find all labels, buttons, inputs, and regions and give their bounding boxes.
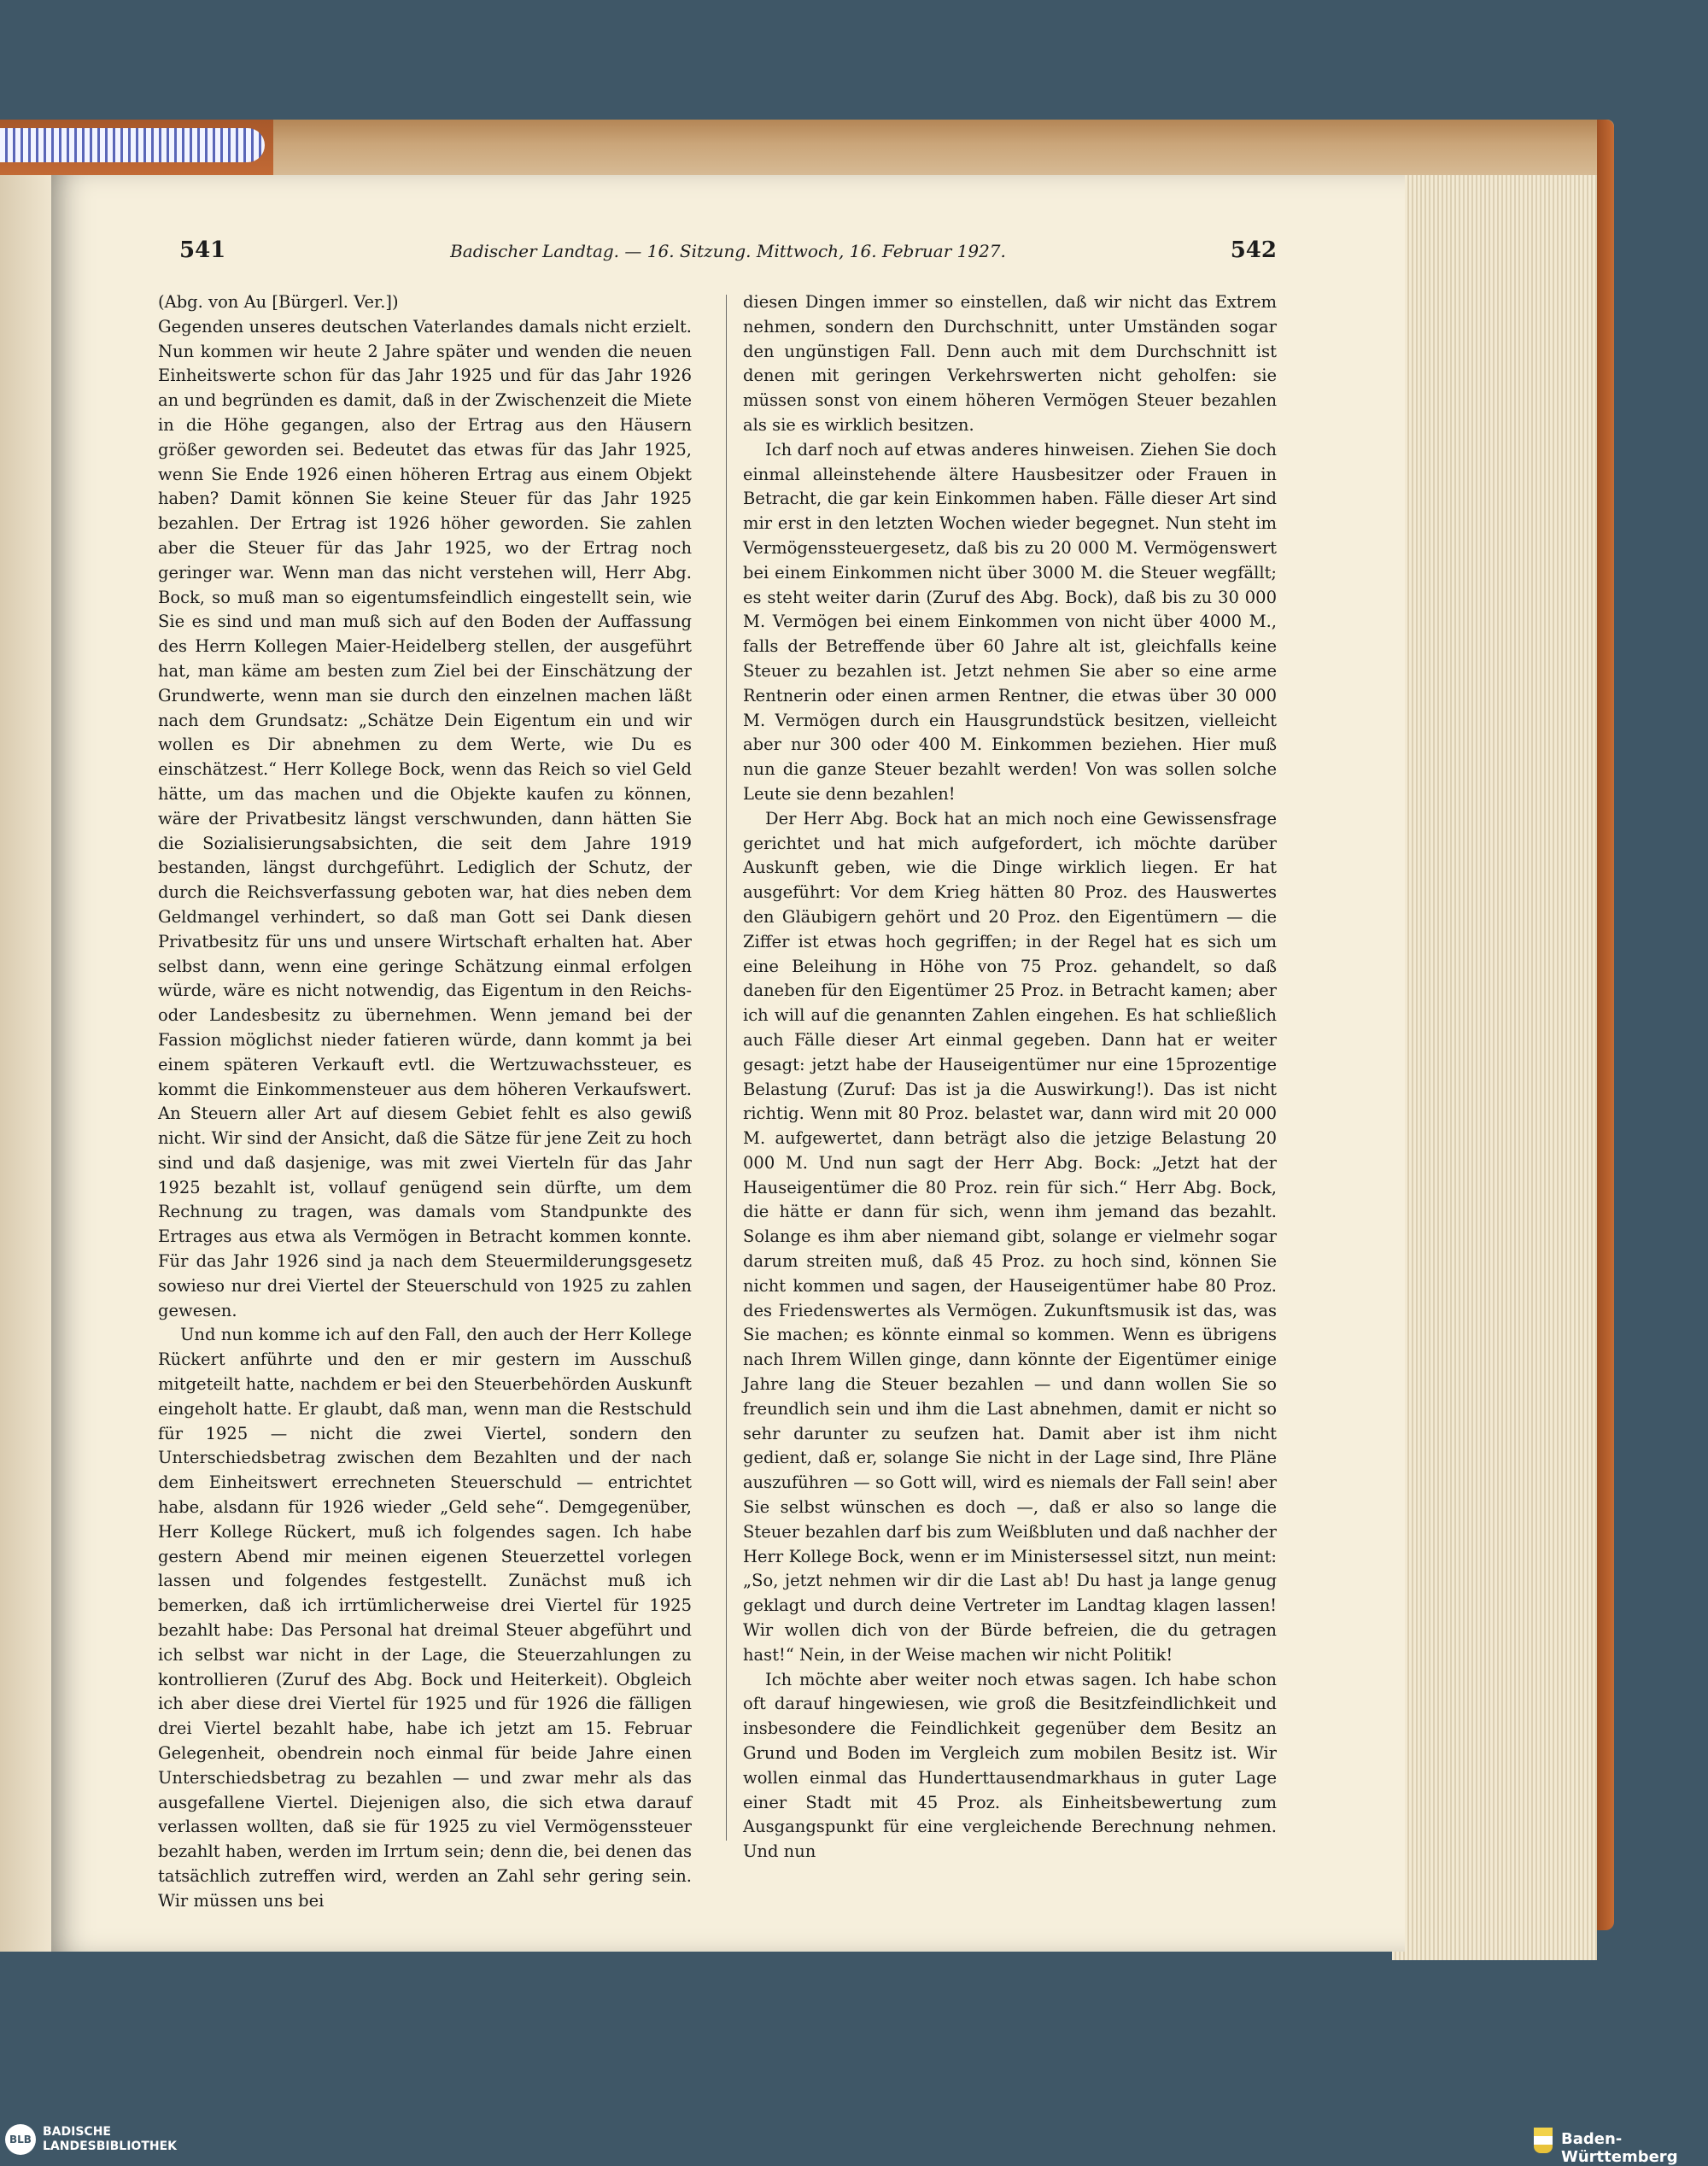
paragraph: Ich möchte aber weiter noch etwas sagen. Ich habe schon oft darauf hingewiesen, wie groß die Besitzfeindlichkeit und insbesondere die Feindlichkeit gegenüber dem Besitz an Grund und Boden im Vergleich zum mobilen Besitz ist. Wir wollen einmal das Hunderttausendmarkhaus in guter Lage einer Stadt mit 45 Proz. als Einheitsbewertung zum Ausgangspunkt für eine vergleichende Berechnung nehmen. Und nun bbox=[743, 1669, 1277, 1862]
column-divider bbox=[726, 295, 727, 1841]
page-gutter bbox=[0, 175, 51, 1952]
page-header bbox=[179, 237, 1277, 272]
library-name-line1: BADISCHE bbox=[43, 2125, 111, 2139]
paragraph: diesen Dingen immer so einstellen, daß wir nicht das Extrem nehmen, sondern den Durchschnitt, unter Umständen sogar den ungünstigen Fall. Denn auch mit dem Durchschnitt ist denen mit geringen Verkehrswerten nicht geholfen: sie müssen sonst von einem höheren Vermögen Steuer bezahlen als sie es wirklich besitzen. bbox=[743, 292, 1277, 435]
right-column bbox=[743, 290, 1277, 1865]
library-name-line2: LANDESBIBLIOTHEK bbox=[43, 2140, 178, 2153]
page-edges bbox=[1392, 175, 1597, 1960]
paragraph: Und nun komme ich auf den Fall, den auch der Herr Kollege Rückert anführte und den er mir gestern im Ausschuß mitgeteilt hatte, nachdem er bei den Steuerbehörden Auskunft eingeholt hatte. Er glaubt, daß man, wenn man die Restschuld für 1925 — nicht die zwei Viertel, sondern den Unterschiedsbetrag zwischen dem Bezahlten und der nach dem Einheitswert errechneten Steuerschuld — entrichtet habe, alsdann für 1926 wieder „Geld sehe“. Demgegenüber, Herr Kollege Rückert, muß ich folgendes sagen. Ich habe gestern Abend mir meinen eigenen Steuerzettel vorlegen lassen und folgendes festgestellt. Zunächst muß ich bemerken, daß ich irrtümlicherweise drei Viertel für 1925 bezahlt habe: Das Personal hat dreimal Steuer abgeführt und ich selbst war nicht in der Lage, die Steuerzahlungen zu kontrollieren (Zuruf des Abg. Bock und Heiterkeit). Obgleich ich aber diese drei Viertel für 1925 und für 1926 die fälligen drei Viertel bezahlt habe, habe ich jetzt am 15. Februar Gelegenheit, obendrein noch einmal für beide Jahre einen Unterschiedsbetrag zu bezahlen — und zwar mehr als das ausgefallene Viertel. Diejenigen also, die sich etwa darauf verlassen wollten, daß sie für 1925 zu viel Vermögenssteuer bezahlt haben, werden im Irrtum sein; denn die, bei denen das tatsächlich zutreffen wird, werden an Zahl sehr gering sein. Wir müssen uns bei bbox=[158, 1325, 692, 1911]
speaker-line: (Abg. von Au [Bürgerl. Ver.]) bbox=[158, 292, 399, 312]
page-number-right: 542 bbox=[1230, 237, 1277, 263]
viewer-footer bbox=[0, 2118, 1708, 2166]
running-title: Badischer Landtag. — 16. Sitzung. Mittwoch, 16. Februar 1927. bbox=[450, 241, 1006, 261]
paragraph: Ich darf noch auf etwas anderes hinweisen. Ziehen Sie doch einmal alleinstehende ältere Hausbesitzer oder Frauen in Betracht, die gar kein Einkommen haben. Fälle dieser Art sind mir erst in den letzten Wochen wieder begegnet. Nun steht im Vermögenssteuergesetz, daß bis zu 20 000 M. Vermögenswert bei einem Einkommen nicht über 3000 M. die Steuer wegfällt; es steht weiter darin (Zuruf des Abg. Bock), daß bis zu 30 000 M. Vermögen bei einem Einkommen von nicht über 4000 M., falls der Betreffende über 60 Jahre alt ist, gleichfalls keine Steuer zu bezahlen ist. Jetzt nehmen Sie aber so eine arme Rentnerin oder einen armen Rentner, die etwas über 30 000 M. Vermögen durch ein Hausgrundstück besitzen, vielleicht aber nur 300 oder 400 M. Einkommen beziehen. Hier muß nun die ganze Steuer bezahlt werden! Von was sollen solche Leute sie denn bezahlen! bbox=[743, 439, 1277, 804]
library-name[interactable] bbox=[43, 2125, 177, 2154]
left-column bbox=[158, 290, 692, 1914]
blb-logo-icon[interactable]: BLB bbox=[5, 2124, 36, 2155]
paragraph: Gegenden unseres deutschen Vaterlandes damals nicht erzielt. Nun kommen wir heute 2 Jahre später und wenden die neuen Einheitswerte schon für das Jahr 1925 und für das Jahr 1926 an und begründen es damit, daß in der Zwischenzeit die Miete in die Höhe gegangen, also der Ertrag aus den Häusern größer geworden sei. Bedeutet das etwas für das Jahr 1925, wenn Sie Ende 1926 einen höheren Ertrag aus einem Objekt haben? Damit können Sie keine Steuer für das Jahr 1925 bezahlen. Der Ertrag ist 1926 höher geworden. Sie zahlen aber die Steuer für das Jahr 1925, wo der Ertrag noch geringer war. Wenn man das nicht verstehen will, Herr Abg. Bock, so muß man so eigentumsfeindlich eingestellt sein, wie Sie es sind und man muß sich auf den Boden der Auffassung des Herrn Kollegen Maier-Heidelberg stellen, der ausgeführt hat, man käme am besten zum Ziel bei der Einschätzung der Grundwerte, wenn man sie durch den einzelnen machen läßt nach dem Grundsatz: „Schätze Dein Eigentum ein und wir wollen es Dir abnehmen zu dem Werte, wie Du es einschätzest.“ Herr Kollege Bock, wenn das Reich so viel Geld hätte, um das machen und die Objekte kaufen zu können, wäre der Privatbesitz längst verschwunden, dann hätten Sie die Sozialisierungsabsichten, die seit dem Jahre 1919 bestanden, längst durchgeführt. Lediglich der Schutz, der durch die Reichsverfassung geboten war, hat dies neben dem Geldmangel verhindert, so daß man Gott sei Dank diesen Privatbesitz für uns und unsere Wirtschaft erhalten hat. Aber selbst dann, wenn eine geringe Schätzung einmal erfolgen würde, wäre es nicht notwendig, das Eigentum in den Reichs- oder Landesbesitz zu übernehmen. Wenn jemand bei der Fassion möglichst nieder fatieren würde, dann kommt ja bei einem späteren Verkauft evtl. die Wertzuwachssteuer, es kommt die Einkommensteuer aus dem höheren Verkaufswert. An Steuern aller Art auf diesem Gebiet fehlt es also gewiß nicht. Wir sind der Ansicht, daß die Sätze für jene Zeit zu hoch sind und daß dasjenige, was mit zwei Vierteln für das Jahr 1925 bezahlt ist, vollauf genügend sein dürfte, um dem Rechnung zu tragen, was damals vom Standpunkte des Ertrages aus etwa als Vermögen in Betracht kommen konnte. Für das Jahr 1926 sind ja nach dem Steuermilderungsgesetz sowieso nur drei Viertel der Steuerschuld von 1925 zu zahlen gewesen. bbox=[158, 316, 692, 1320]
coat-of-arms-icon bbox=[1534, 2128, 1553, 2153]
ribbon-bookmark bbox=[0, 128, 265, 162]
leather-binding-right bbox=[1597, 120, 1614, 1930]
paragraph: Der Herr Abg. Bock hat an mich noch eine Gewissensfrage gerichtet und hat mich aufgefordert, ich möchte darüber Auskunft geben, wie die Dinge wirklich liegen. Er hat ausgeführt: Vor dem Krieg hätten 80 Proz. des Hauswertes den Gläubigern gehört und 20 Proz. den Eigentümern — die Ziffer ist etwas hoch gegriffen; in der Regel hat es sich um eine Beleihung in Höhe von 75 Proz. gehandelt, so daß daneben für den Eigentümer 25 Proz. in Betracht kamen; aber ich will auf die genannten Zahlen eingehen. Es hat schließlich auch Fälle dieser Art einmal gegeben. Dann hat er weiter gesagt: jetzt habe der Hauseigentümer nur eine 15prozentige Belastung (Zuruf: Das ist ja die Auswirkung!). Das ist nicht richtig. Wenn mit 80 Proz. belastet war, dann wird mit 20 000 M. aufgewertet, dann beträgt also die jetzige Belastung 20 000 M. Und nun sagt der Herr Abg. Bock: „Jetzt hat der Hauseigentümer die 80 Proz. rein für sich.“ Herr Abg. Bock, die hätte er dann für sich, wenn ihm jemand das bezahlt. Solange es ihm aber niemand gibt, solange er vielmehr sogar darum streiten muß, daß 45 Proz. zu hoch sind, können Sie nicht kommen und sagen, der Hauseigentümer habe 80 Proz. des Friedenswertes als Vermögen. Zukunftsmusik ist das, was Sie machen; es könnte einmal so kommen. Wenn es übrigens nach Ihrem Willen ginge, dann könnte der Eigentümer einige Jahre lang die Steuer bezahlen — und dann wollen Sie so freundlich sein und ihm die Last abnehmen, damit er nicht so sehr darunter zu seufzen hat. Damit aber ist ihm nicht gedient, daß er, solange Sie nicht in der Lage sind, Ihre Pläne auszuführen — so Gott will, wird es niemals der Fall sein! aber Sie selbst wünschen es doch —, daß er also so lange die Steuer bezahlen darf bis zum Weißbluten und daß nachher der Herr Kollege Bock, wenn er im Ministersessel sitzt, nun meint: „So, jetzt nehmen wir dir die Last ab! Du hast ja lange genug geklagt und durch deine Vertreter im Landtag klagen lassen! Wir wollen dich von der Bürde befreien, die du getragen hast!“ Nein, in der Weise machen wir nicht Politik! bbox=[743, 808, 1277, 1665]
partner-name[interactable]: Baden-Württemberg bbox=[1561, 2130, 1678, 2166]
page-number-left: 541 bbox=[179, 237, 226, 263]
